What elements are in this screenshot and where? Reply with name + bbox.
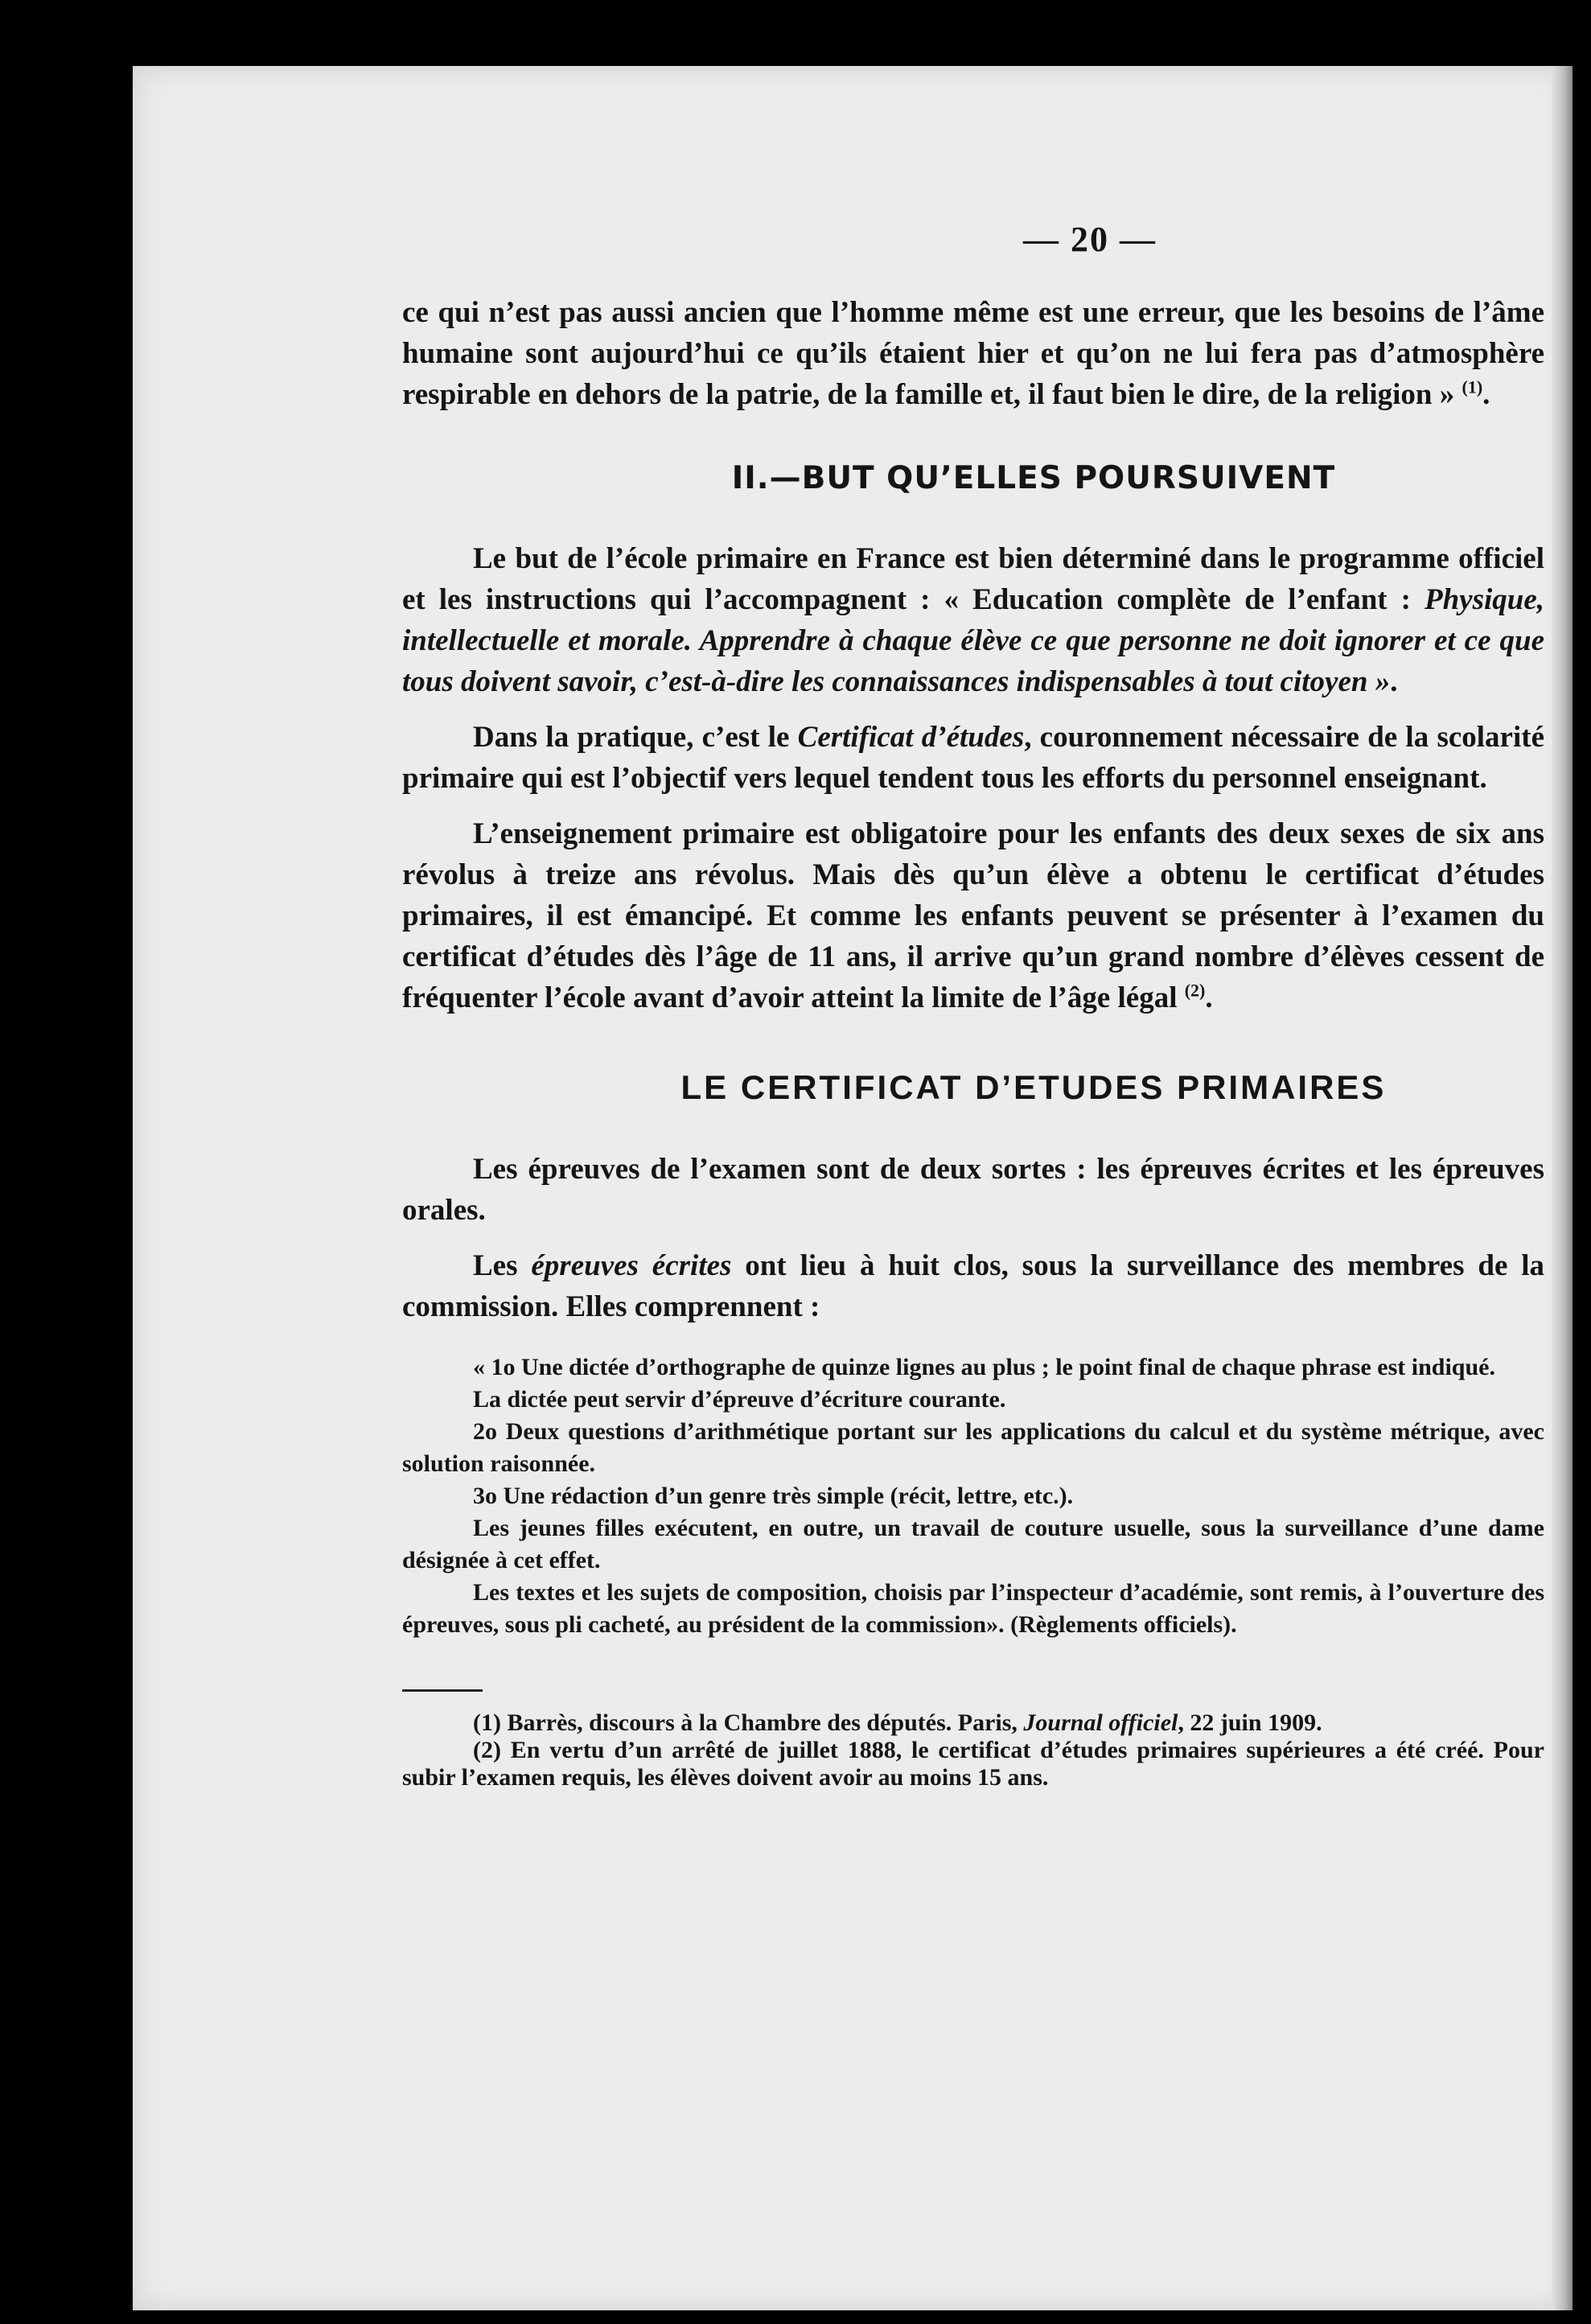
regulation-line: 2o Deux questions d’arithmétique portant sur les applications du calcul et du système métrique, avec solution raisonnée. bbox=[402, 1418, 1544, 1477]
but-text: Le but de l’école primaire en France est bien déterminé dans le programme officiel et les instructions qui l’accompagnent : « Education complète de l’enfant : bbox=[402, 542, 1544, 616]
footnote-1-italic: Journal officiel bbox=[1023, 1709, 1178, 1736]
footnote-divider bbox=[402, 1689, 483, 1692]
but-italic-text: Physique, intellectuelle et morale. Apprendre à chaque élève ce que personne ne doit ignorer et ce que tous doivent savoir, c’est-à-dire les connaissances indispensables à tout citoyen » bbox=[402, 583, 1544, 698]
but-end: . bbox=[1390, 665, 1398, 698]
pratique-paragraph bbox=[402, 717, 1544, 799]
regulation-line: « 1o Une dictée d’orthographe de quinze lignes au plus ; le point final de chaque phrase est indiqué. bbox=[473, 1354, 1495, 1380]
page-content bbox=[402, 219, 1544, 1791]
regulation-line: 3o Une rédaction d’un genre très simple (récit, lettre, etc.). bbox=[473, 1483, 1074, 1509]
regulation-line: La dictée peut servir d’épreuve d’écriture courante. bbox=[473, 1386, 1006, 1413]
but-paragraph bbox=[402, 538, 1544, 702]
intro-text: ce qui n’est pas aussi ancien que l’homme même est une erreur, que les besoins de l’âme humaine sont aujourd’hui ce qu’ils étaient hier et qu’on ne lui fera pas d’atmosphère respirable en dehors de la patrie, de la famille et, il faut bien le dire, de la religion » bbox=[402, 296, 1544, 411]
intro-paragraph bbox=[402, 292, 1544, 415]
footnote-2: (2) En vertu d’un arrêté de juillet 1888, le certificat d’études primaires supérieures a été créé. Pour subir l’examen requis, les élèves doivent avoir au moins 15 ans. bbox=[402, 1737, 1544, 1791]
footnote-ref-2: (2) bbox=[1184, 980, 1206, 1001]
pratique-text-2: , couronnement nécessaire de la scolarité primaire qui est l’objectif vers lequel tendent tous les efforts du personnel enseignant. bbox=[402, 721, 1544, 795]
footnote-1 bbox=[402, 1709, 1544, 1737]
ecrites-text-2: ont lieu à huit clos, sous la surveillance des membres de la commission. Elles comprennent : bbox=[402, 1249, 1545, 1323]
regulation-line: Les textes et les sujets de composition, choisis par l’inspecteur d’académie, sont remis, à l’ouverture des épreuves, sous pli cacheté, au président de la commission». (Règlements officiels). bbox=[402, 1579, 1544, 1638]
section-heading-ii: II.—BUT QU’ELLES POURSUIVENT bbox=[731, 460, 1336, 496]
footnote-ref-1: (1) bbox=[1462, 376, 1483, 397]
scanned-page bbox=[133, 66, 1572, 2310]
ecrites-text-1: Les bbox=[473, 1249, 532, 1282]
epreuves-paragraph: Les épreuves de l’examen sont de deux sortes : les épreuves écrites et les épreuves orales. bbox=[402, 1153, 1544, 1227]
regulation-line: Les jeunes filles exécutent, en outre, un travail de couture usuelle, sous la surveillance d’une dame désignée à cet effet. bbox=[402, 1515, 1544, 1573]
pratique-text-1: Dans la pratique, c’est le bbox=[473, 721, 798, 754]
ecrites-paragraph bbox=[402, 1245, 1544, 1327]
pratique-italic-text: Certificat d’études bbox=[797, 721, 1025, 754]
obligatoire-end: . bbox=[1205, 981, 1213, 1014]
obligatoire-text: L’enseignement primaire est obligatoire pour les enfants des deux sexes de six ans révolus à treize ans révolus. Mais dès qu’un élève a obtenu le certificat d’études primaires, il est émancipé. Et comme les enfants peuvent se présenter à l’examen du certificat d’études dès l’âge de 11 ans, il arrive qu’un grand nombre d’élèves cessent de fréquenter l’école avant d’avoir atteint la limite de l’âge légal bbox=[402, 817, 1544, 1014]
quoted-regulations bbox=[402, 1351, 1544, 1641]
intro-end: . bbox=[1482, 378, 1490, 411]
page-number: — 20 — bbox=[1023, 220, 1157, 259]
ecrites-italic-text: épreuves écrites bbox=[531, 1249, 732, 1282]
page-edge-shadow bbox=[1552, 66, 1572, 2310]
obligatoire-paragraph bbox=[402, 813, 1544, 1018]
section-heading-certificat: LE CERTIFICAT D’ETUDES PRIMAIRES bbox=[680, 1068, 1387, 1106]
footnote-1-text-a: (1) Barrès, discours à la Chambre des députés. Paris, bbox=[473, 1709, 1024, 1736]
footnote-1-text-b: , 22 juin 1909. bbox=[1178, 1709, 1322, 1736]
